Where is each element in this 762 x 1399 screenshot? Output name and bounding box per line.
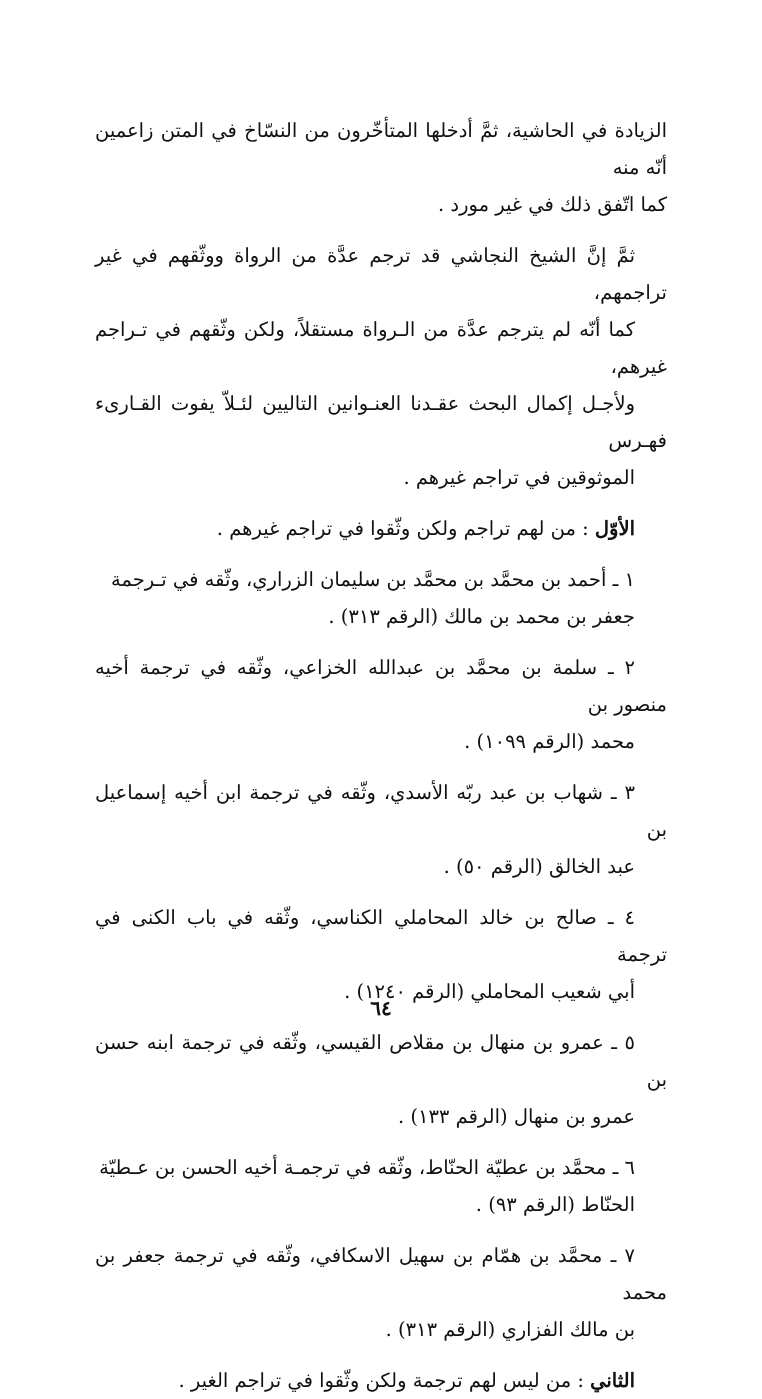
entry-7	[95, 1237, 667, 1348]
entry-5	[95, 1024, 667, 1135]
text-line: ٣ ـ شهاب بن عبد ربّه الأسدي، وثّقه في ترجمة ابن أخيه إسماعيل بن	[95, 781, 667, 841]
second-paragraph	[95, 237, 667, 496]
text-line: الحنّاط (الرقم ٩٣) .	[475, 1193, 635, 1216]
entry-6	[95, 1149, 667, 1223]
text-line: ٦ ـ محمَّد بن عطيّة الحنّاط، وثّقه في ترجمـة أخيه الحسن بن عـطيّة	[99, 1156, 635, 1179]
entry-3	[95, 774, 667, 885]
intro-paragraph	[95, 112, 667, 223]
section-text: : من لهم تراجم ولكن وثّقوا في تراجم غيرهم .	[216, 517, 589, 540]
text-line: محمد (الرقم ١٠٩٩) .	[464, 730, 635, 753]
entry-2	[95, 649, 667, 760]
text-line: كما أنّه لم يترجم عدَّة من الـرواة مستقلاً، ولكن وثّقهم في تـراجم غيرهم،	[95, 318, 667, 378]
text-line: ٧ ـ محمَّد بن همّام بن سهيل الاسكافي، وثّقه في ترجمة جعفر بن محمد	[95, 1244, 667, 1304]
text-line: ثمَّ إنَّ الشيخ النجاشي قد ترجم عدَّة من الرواة ووثّقهم في غير تراجمهم،	[95, 244, 667, 304]
entry-1	[95, 561, 667, 635]
section-label: الثاني	[590, 1369, 635, 1392]
text-line: ٤ ـ صالح بن خالد المحاملي الكناسي، وثّقه في باب الكنى في ترجمة	[95, 906, 667, 966]
text-line: ولأجـل إكمال البحث عقـدنا العنـوانين التاليين لئـلاّ يفوت القـارىء فهـرس	[95, 392, 667, 452]
text-line: عمرو بن منهال (الرقم ١٣٣) .	[397, 1105, 635, 1128]
text-line: كما اتّفق ذلك في غير مورد .	[438, 193, 667, 216]
text-line: بن مالك الفزاري (الرقم ٣١٣) .	[385, 1318, 635, 1341]
text-line: جعفر بن محمد بن مالك (الرقم ٣١٣) .	[328, 605, 635, 628]
text-line: ٥ ـ عمرو بن منهال بن مقلاص القيسي، وثّقه في ترجمة ابنه حسن بن	[95, 1031, 667, 1091]
section-first-heading	[95, 510, 667, 547]
section-text: : من ليس لهم ترجمة ولكن وثّقوا في تراجم الغير .	[178, 1369, 584, 1392]
text-line: ٢ ـ سلمة بن محمَّد بن عبدالله الخزاعي، وثّقه في ترجمة أخيه منصور بن	[95, 656, 667, 716]
text-line: عبد الخالق (الرقم ٥٠) .	[443, 855, 635, 878]
text-line: الموثوقين في تراجم غيرهم .	[403, 466, 635, 489]
text-line: الزيادة في الحاشية، ثمَّ أدخلها المتأخّرون من النسّاخ في المتن زاعمين أنّه منه	[95, 119, 667, 179]
text-line: أبي شعيب المحاملي (الرقم ١٢٤٠) .	[344, 980, 635, 1003]
section-label: الأوّل	[594, 517, 635, 540]
text-line: ١ ـ أحمد بن محمَّد بن محمَّد بن سليمان الزراري، وثّقه في تـرجمة	[110, 568, 635, 591]
page-number: ٦٤	[370, 996, 392, 1020]
section-second-heading	[95, 1362, 667, 1399]
entry-4	[95, 899, 667, 1010]
